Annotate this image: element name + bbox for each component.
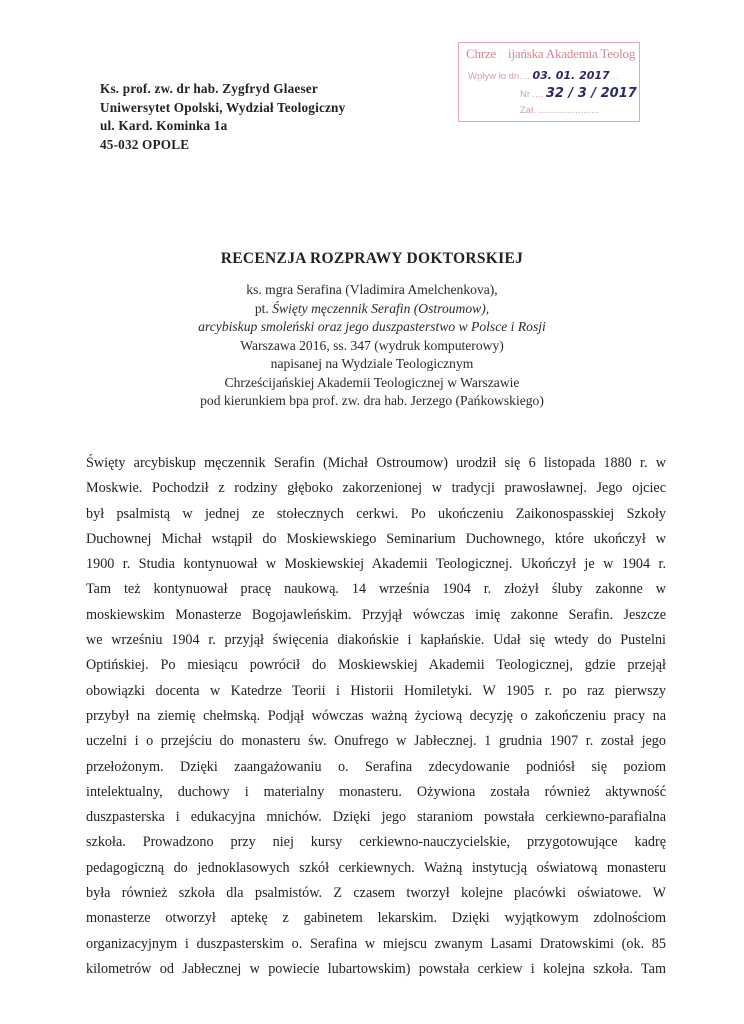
- stamp-attachments-label: Zał. .......................: [520, 105, 600, 116]
- stamp-received-date: 03. 01. 2017: [532, 69, 610, 82]
- body-line: przybył na ziemię chełmską. Podjął wówczas ważną życiową decyzję o zakończeniu pracy na: [86, 707, 666, 724]
- subtitle-author: ks. mgra Serafina (Vladimira Amelchenkova),: [246, 282, 498, 297]
- stamp-number-row: [520, 86, 637, 101]
- sender-name: Ks. prof. zw. dr hab. Zygfryd Glaeser: [100, 81, 318, 96]
- stamp-received-mid: ło dn. ..: [498, 71, 530, 82]
- body-line: przełożonym. Dzięki zaangażowaniu o. Serafina zdecydowanie podniósł się poziom: [86, 758, 666, 775]
- stamp-institution-name: [466, 46, 636, 62]
- stamp-title-left: Chrze: [466, 46, 497, 61]
- stamp-number-label: Nr ....: [520, 89, 544, 100]
- stamp-received-row: Wpływ ło dn. .. 03. 01. 2017...: [468, 69, 620, 82]
- body-line: Święty arcybiskup męczennik Serafin (Michał Ostroumow) urodził się 6 listopada 1880 r. w: [86, 455, 666, 471]
- subtitle-academy: Chrześcijańskiej Akademii Teologicznej w Warszawie: [224, 374, 520, 390]
- subtitle-title-italic: Święty męczennik Serafin (Ostroumow),: [272, 300, 490, 316]
- body-line: Moskwie. Pochodził z rodziny głęboko zakorzenionej w tradycji prawosławnej. Jego ojciec: [86, 480, 666, 497]
- body-line: uczelni i o przejściu do monasteru św. Onufrego w Jabłecznej. 1 grudnia 1907 r. został jego: [86, 733, 666, 750]
- sender-address-block: [100, 80, 345, 154]
- body-line: obowiązki docenta w Katedrze Teorii i Historii Homiletyki. W 1905 r. po raz pierwszy: [86, 682, 666, 699]
- body-line: organizacyjnym i duszpasterskim o. Serafina w miejscu zwanym Lasami Dratowskimi (ok. 85: [86, 935, 666, 952]
- body-line: Duchownej Michał wstąpił do Moskiewskiego Seminarium Duchownego, które ukończył w: [86, 530, 666, 547]
- subtitle-faculty: napisanej na Wydziale Teologicznym: [270, 356, 474, 371]
- stamp-number-value: 32 / 3 / 2017: [545, 86, 637, 101]
- body-line: we wrześniu 1904 r. przyjął święcenia diakońskie i kapłańskie. Udał się wtedy do Pustelni: [86, 632, 666, 649]
- subtitle-work-title: [0, 300, 744, 319]
- body-line: była również szkoła dla psalmistów. Z czasem tworzył kolejne placówki oświatowe. W: [86, 885, 666, 902]
- document-title: RECENZJA ROZPRAWY DOKTORSKIEJ: [220, 250, 524, 267]
- body-line: moskiewskim Monasterze Bogojawleńskim. Przyjął wówczas imię zakonne Serafin. Jeszcze: [86, 606, 666, 623]
- subtitle-title-prefix: pt.: [254, 300, 273, 316]
- sender-institution: Uniwersytet Opolski, Wydział Teologiczny: [100, 99, 346, 115]
- receipt-stamp: [458, 42, 640, 122]
- body-line: był psalmistą w jednej ze stołecznych cerkwi. Po ukończeniu Zaikonospasskiej Szkoły: [86, 505, 666, 522]
- body-line: 1900 r. Studia kontynuował w Moskiewskiej Akademii Teologicznej. Ukończył je w 1904 r.: [86, 556, 666, 573]
- stamp-title-right: ijańska Akademia Teolog: [508, 46, 636, 61]
- body-line: Optińskiej. Po miesiącu powrócił do Moskiewskiej Akademii Teologicznej, gdzie przejął: [86, 657, 666, 674]
- sender-street: ul. Kard. Kominka 1a: [100, 118, 228, 133]
- sender-postal-city: 45-032 OPOLE: [100, 136, 190, 152]
- subtitle-publication: Warszawa 2016, ss. 347 (wydruk komputerowy): [240, 337, 504, 353]
- stamp-attachments-row: [520, 105, 599, 116]
- body-line: intelektualny, duchowy i materialny monasteru. Ożywiona została również aktywność: [86, 783, 666, 800]
- subtitle-work-title-cont: arcybiskup smoleński oraz jego duszpasterstwo w Polsce i Rosji: [198, 319, 546, 334]
- document-subtitle: [0, 281, 744, 411]
- body-line: pedagogiczną do jednoklasowych szkół cerkiewnych. Ważną instytucją oświatową monasteru: [86, 859, 666, 876]
- body-line: kilometrów od Jabłecznej w powiecie lubartowskim) powstała cerkiew i kolejna szkoła. Tam: [86, 960, 666, 977]
- body-line: szkoła. Prowadzono przy niej kursy cerkiewno-nauczycielskie, przygotowujące kadrę: [86, 834, 666, 851]
- body-line: Tam też kontynuował pracę naukową. 14 września 1904 r. złożył śluby zakonne w: [86, 581, 666, 598]
- stamp-received-label: Wpływ: [468, 71, 496, 82]
- review-body: [86, 451, 666, 982]
- body-line: monasterze otworzył aptekę z gabinetem lekarskim. Dzięki wyjątkowym zdolnościom: [86, 910, 666, 927]
- subtitle-supervisor: pod kierunkiem bpa prof. zw. dra hab. Jerzego (Pańkowskiego): [200, 393, 544, 408]
- body-line: duszpasterska i edukacyjna mnichów. Dzięki jego staraniom powstała cerkiewno-parafialna: [86, 809, 666, 826]
